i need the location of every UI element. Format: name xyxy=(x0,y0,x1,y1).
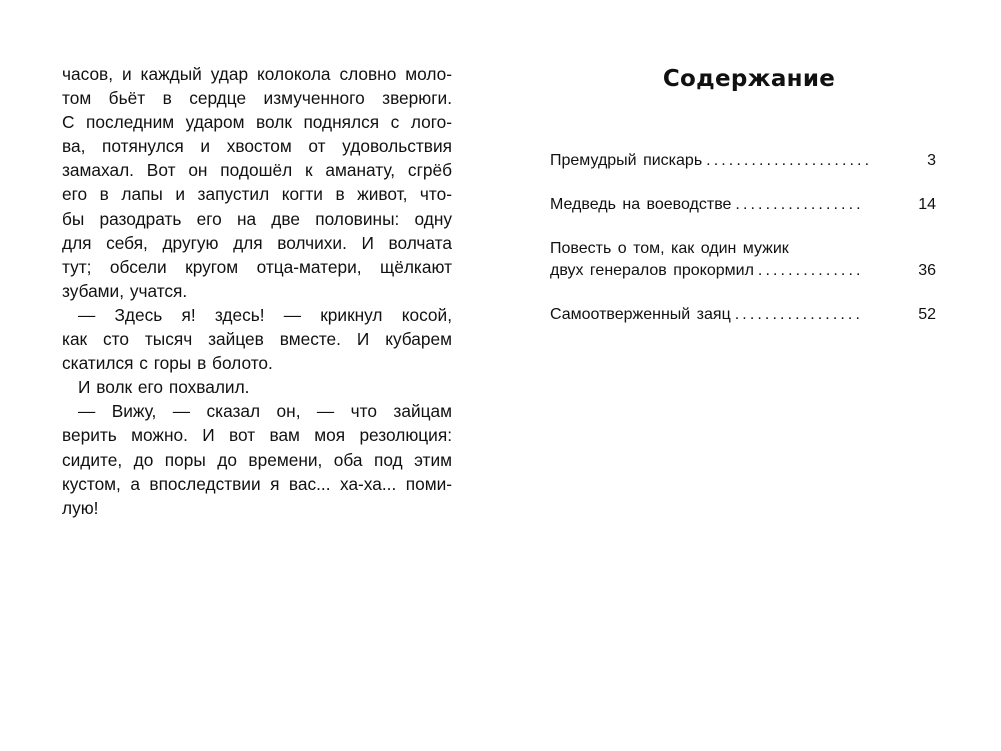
toc-row xyxy=(550,304,936,326)
toc-page-number: 14 xyxy=(918,196,936,213)
toc-row xyxy=(550,194,936,216)
text-line: часов, и каждый удар колокола словно моло- xyxy=(62,64,452,84)
text-line: — Вижу, — сказал он, — что зайцам xyxy=(78,401,452,422)
toc-entry[interactable] xyxy=(550,238,936,282)
text-line: как сто тысяч зайцев вместе. И кубарем xyxy=(62,329,452,350)
toc-dot-leader: ................. xyxy=(734,306,864,323)
toc-entry-title: Премудрый пискарь xyxy=(550,152,703,169)
toc-dot-leader: ................. xyxy=(735,196,864,213)
contents-title: Содержание xyxy=(662,66,836,92)
toc-dot-leader: .............. xyxy=(757,262,864,279)
toc-entry[interactable] xyxy=(550,150,936,172)
toc-entry[interactable] xyxy=(550,194,936,216)
toc-entry-title: Самоотверженный заяц xyxy=(550,306,731,323)
text-line: скатился с горы в болото. xyxy=(62,353,273,374)
toc-entry[interactable] xyxy=(550,304,936,326)
text-line: — Здесь я! здесь! — крикнул косой, xyxy=(78,304,452,325)
toc-row-first-line xyxy=(550,238,936,260)
table-of-contents xyxy=(550,150,936,326)
toc-page-number: 36 xyxy=(918,262,936,279)
text-line: бы разодрать его на две половины: одну xyxy=(62,208,452,229)
toc-entry-title: Медведь на воеводстве xyxy=(550,196,732,213)
left-page-text xyxy=(62,62,452,520)
text-line: сидите, до поры до времени, оба под этим xyxy=(62,449,452,470)
text-line: кустом, а впоследствии я вас... ха-ха... поми- xyxy=(62,473,452,494)
toc-row xyxy=(550,260,936,282)
text-line: ва, потянулся и хвостом от удовольствия xyxy=(62,136,452,157)
text-line: лую! xyxy=(62,497,99,518)
text-line: С последним ударом волк поднялся с лого- xyxy=(62,112,452,133)
text-line: его в лапы и запустил когти в живот, что- xyxy=(62,184,452,205)
text-line: И волк его похвалил. xyxy=(78,377,250,398)
toc-row xyxy=(550,150,936,172)
toc-entry-title-continued: двух генералов прокормил xyxy=(550,262,754,279)
text-line: зубами, учатся. xyxy=(62,280,188,301)
text-line: для себя, другую для волчихи. И волчата xyxy=(62,232,452,253)
text-line: том бьёт в сердце измученного зверюги. xyxy=(62,88,452,109)
right-page-contents xyxy=(550,0,938,751)
toc-page-number: 3 xyxy=(927,152,936,169)
text-line: замахал. Вот он подошёл к аманату, сгрёб xyxy=(62,160,452,181)
toc-dot-leader: ...................... xyxy=(706,152,873,169)
text-line: верить можно. И вот вам моя резолюция: xyxy=(62,425,452,446)
toc-entry-title: Повесть о том, как один мужик xyxy=(550,240,789,257)
text-line: тут; обсели кругом отца-матери, щёлкают xyxy=(62,256,452,277)
toc-page-number: 52 xyxy=(918,306,936,323)
